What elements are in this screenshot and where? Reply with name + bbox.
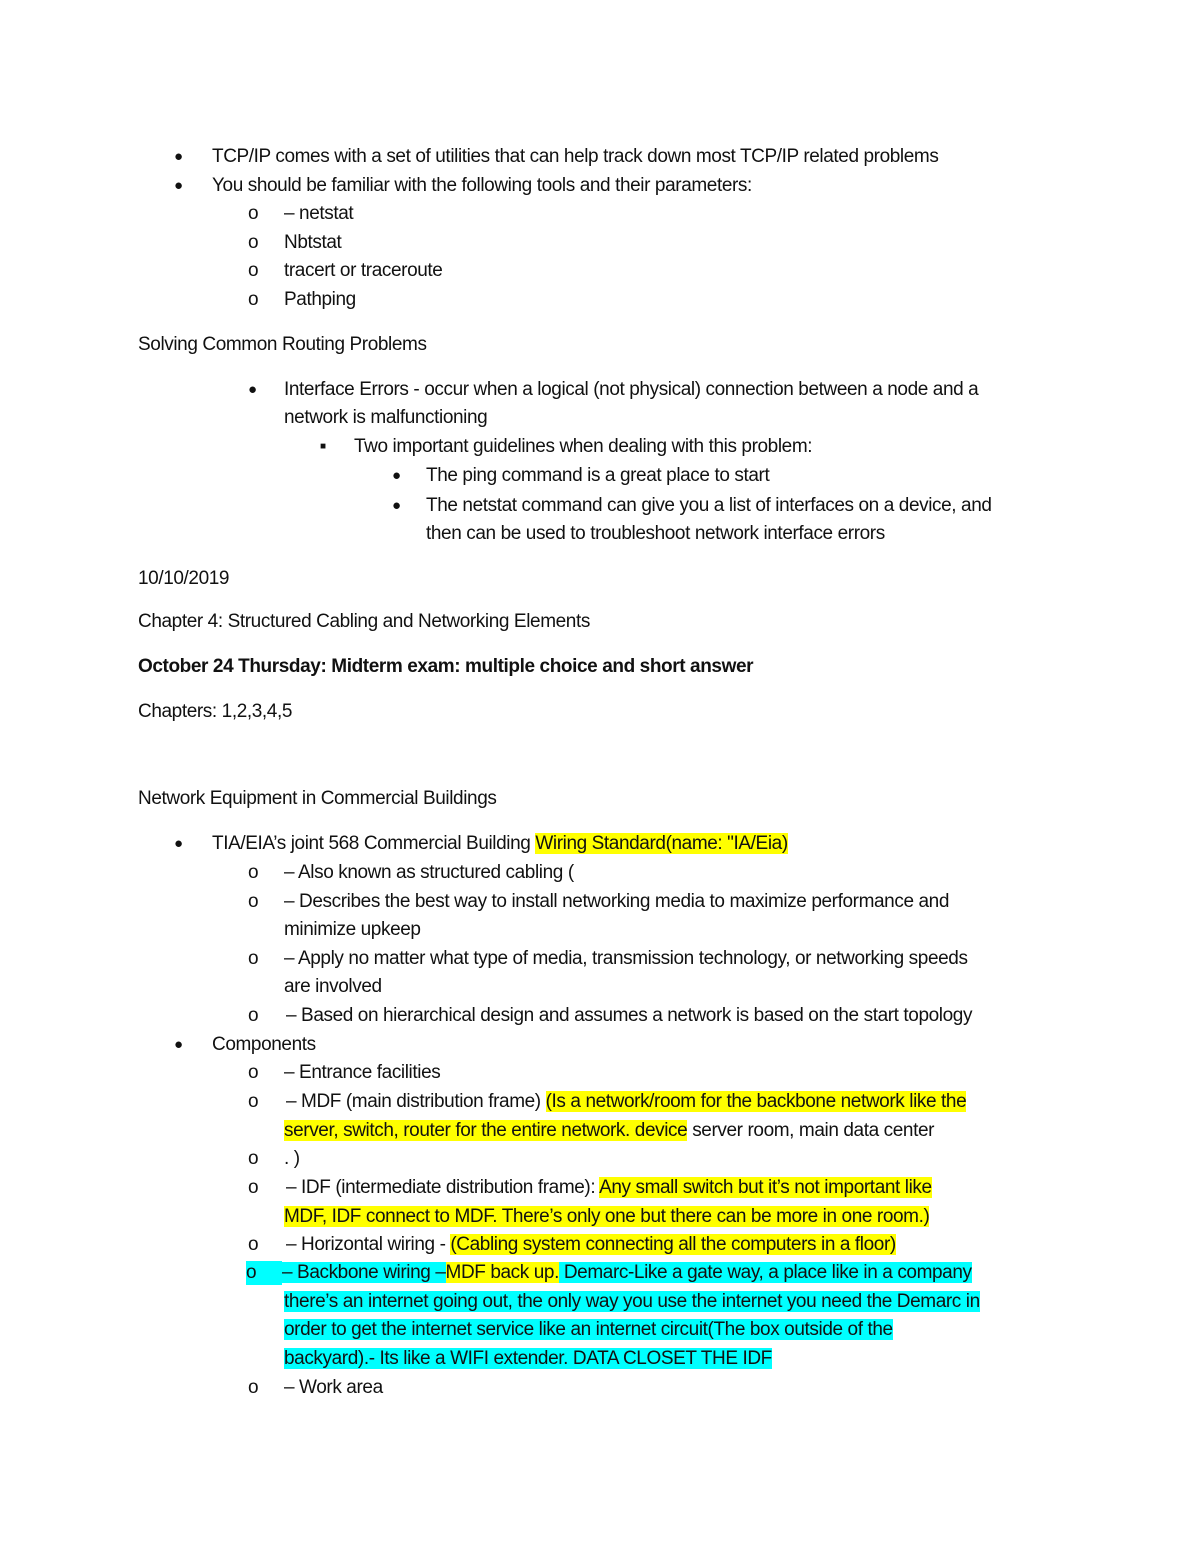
circle-marker: o — [248, 1005, 259, 1026]
circle-marker: o — [248, 1377, 259, 1398]
circle-marker: o — [248, 1234, 259, 1255]
circle-marker: o — [248, 891, 259, 912]
list-item — [212, 832, 788, 856]
bullet-marker: ● — [174, 148, 183, 165]
circle-marker: o — [248, 289, 259, 310]
list-item-continued — [284, 1290, 980, 1314]
list-item — [286, 1233, 896, 1257]
tool-item: tracert or traceroute — [284, 260, 443, 281]
bullet-marker: ● — [174, 177, 183, 194]
list-item: Two important guidelines when dealing with this problem: — [354, 436, 813, 457]
highlighted-text: MDF back up. — [445, 1262, 559, 1283]
text-run: TIA/EIA’s joint 568 Commercial Building — [212, 833, 536, 854]
highlighted-text: there’s an internet going out, the only way you use the internet you need the Demarc in — [284, 1291, 980, 1312]
list-item-continued: then can be used to troubleshoot network interface errors — [426, 523, 885, 544]
list-item-continued — [284, 1119, 934, 1143]
highlighted-text: Any small switch but it’s not important like — [599, 1177, 932, 1198]
list-item: Interface Errors - occur when a logical (not physical) connection between a node and a — [284, 379, 979, 400]
list-item: Components — [212, 1034, 316, 1055]
list-item: – Also known as structured cabling ( — [284, 862, 574, 883]
chapters-line: Chapters: 1,2,3,4,5 — [138, 701, 293, 722]
circle-marker: o — [248, 1148, 259, 1169]
highlighted-text: (Is a network/room for the backbone network like the — [545, 1091, 967, 1112]
highlighted-text: Wiring Standard(name: "IA/Eia) — [535, 833, 788, 854]
list-item: TCP/IP comes with a set of utilities that can help track down most TCP/IP related problems — [212, 146, 939, 167]
list-item-continued — [284, 1347, 772, 1371]
bullet-marker: ● — [174, 835, 183, 852]
highlighted-text: (Cabling system connecting all the computers in a floor) — [450, 1234, 896, 1255]
circle-marker: o — [248, 1062, 259, 1083]
highlighted-text: Demarc-Like a gate way, a place like in a company — [558, 1262, 972, 1283]
tool-item: Pathping — [284, 289, 356, 310]
list-item — [286, 1176, 932, 1200]
square-marker: ■ — [320, 441, 326, 452]
list-item: . ) — [284, 1148, 300, 1169]
circle-marker: o — [248, 232, 259, 253]
list-item-continued — [284, 1205, 929, 1229]
circle-marker: o — [248, 948, 259, 969]
highlighted-text: backyard).- Its like a WIFI extender. DATA CLOSET THE IDF — [284, 1348, 772, 1369]
circle-marker: o — [248, 1091, 259, 1112]
highlighted-text: order to get the internet service like an internet circuit(The box outside of the — [284, 1319, 893, 1340]
chapter-title: Chapter 4: Structured Cabling and Networking Elements — [138, 611, 590, 632]
list-item: – Work area — [284, 1377, 383, 1398]
tool-item: Nbtstat — [284, 232, 342, 253]
circle-marker: o — [248, 260, 259, 281]
list-item — [286, 1090, 966, 1114]
list-item: – Describes the best way to install networking media to maximize performance and — [284, 891, 949, 912]
text-run: – Horizontal wiring - — [286, 1234, 451, 1255]
list-item-continued: minimize upkeep — [284, 919, 421, 940]
text-run: – MDF (main distribution frame) — [286, 1091, 546, 1112]
section-heading: Solving Common Routing Problems — [138, 334, 427, 355]
midterm-note: October 24 Thursday: Midterm exam: multiple choice and short answer — [138, 656, 754, 677]
bullet-marker: ● — [248, 381, 257, 398]
list-item: You should be familiar with the following tools and their parameters: — [212, 175, 752, 196]
list-item — [282, 1261, 972, 1285]
section-heading: Network Equipment in Commercial Buildings — [138, 788, 497, 809]
text-run: server room, main data center — [687, 1120, 935, 1141]
bullet-marker: ● — [174, 1036, 183, 1053]
circle-marker: o — [248, 862, 259, 883]
list-item: – Apply no matter what type of media, transmission technology, or networking speeds — [284, 948, 968, 969]
list-item-continued: network is malfunctioning — [284, 407, 488, 428]
list-item-continued — [284, 1318, 893, 1342]
text-run: – IDF (intermediate distribution frame): — [286, 1177, 600, 1198]
list-item: The netstat command can give you a list of interfaces on a device, and — [426, 495, 992, 516]
circle-marker: o — [248, 203, 259, 224]
list-item: – Based on hierarchical design and assumes a network is based on the start topology — [286, 1005, 973, 1026]
bullet-marker: ● — [392, 467, 401, 484]
bullet-marker: ● — [392, 497, 401, 514]
list-item: The ping command is a great place to start — [426, 465, 770, 486]
list-item: – Entrance facilities — [284, 1062, 441, 1083]
date-line: 10/10/2019 — [138, 568, 230, 589]
circle-marker: o — [248, 1177, 259, 1198]
list-item-continued: are involved — [284, 976, 382, 997]
tool-item: – netstat — [284, 203, 354, 224]
circle-marker: o — [246, 1261, 282, 1285]
highlighted-text: server, switch, router for the entire network. device — [284, 1120, 688, 1141]
highlighted-text: – Backbone wiring – — [282, 1262, 446, 1283]
highlighted-text: MDF, IDF connect to MDF. There’s only one but there can be more in one room.) — [284, 1206, 930, 1227]
